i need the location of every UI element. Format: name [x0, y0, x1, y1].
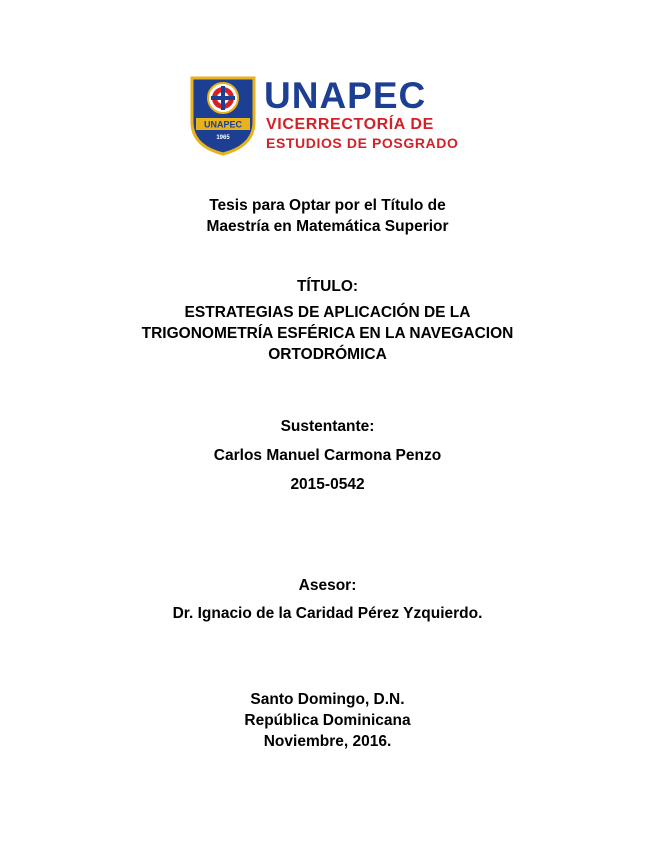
place-city: Santo Domingo, D.N. [250, 691, 405, 708]
title-line-2: TRIGONOMETRÍA ESFÉRICA EN LA NAVEGACION [141, 325, 514, 342]
shield-year: 1965 [216, 135, 230, 141]
title-label-text: TÍTULO: [296, 278, 359, 295]
brand-subtitle-1: VICERRECTORÍA DE [266, 116, 434, 133]
place-date-text: Noviembre, 2016. [263, 733, 392, 750]
title-line-1: ESTRATEGIAS DE APLICACIÓN DE LA [184, 304, 471, 321]
unapec-logo [190, 76, 480, 158]
brand-subtitle-2: ESTUDIOS DE POSGRADO [266, 135, 459, 151]
author-name-text: Carlos Manuel Carmona Penzo [213, 447, 442, 464]
thesis-line-2: Maestría en Matemática Superior [206, 218, 449, 235]
shield-emblem-icon [190, 76, 256, 156]
brand-name: UNAPEC [264, 75, 427, 116]
title-line-3: ORTODRÓMICA [268, 346, 387, 363]
author-label-text: Sustentante: [280, 418, 375, 435]
author-id [0, 474, 655, 495]
advisor-label-text: Asesor: [298, 577, 357, 594]
advisor-label [0, 575, 655, 596]
author-label [0, 416, 655, 437]
thesis-line-1: Tesis para Optar por el Título de [209, 197, 446, 214]
author-name [0, 445, 655, 466]
thesis-purpose [0, 195, 655, 237]
title-label [0, 276, 655, 297]
advisor-name-text: Dr. Ignacio de la Caridad Pérez Yzquierdo. [172, 605, 483, 622]
shield-text: UNAPEC [203, 119, 243, 130]
place-country: República Dominicana [244, 712, 411, 729]
thesis-title [0, 302, 655, 365]
advisor-name [0, 603, 655, 624]
place-date [0, 689, 655, 752]
author-id-text: 2015-0542 [290, 476, 365, 493]
